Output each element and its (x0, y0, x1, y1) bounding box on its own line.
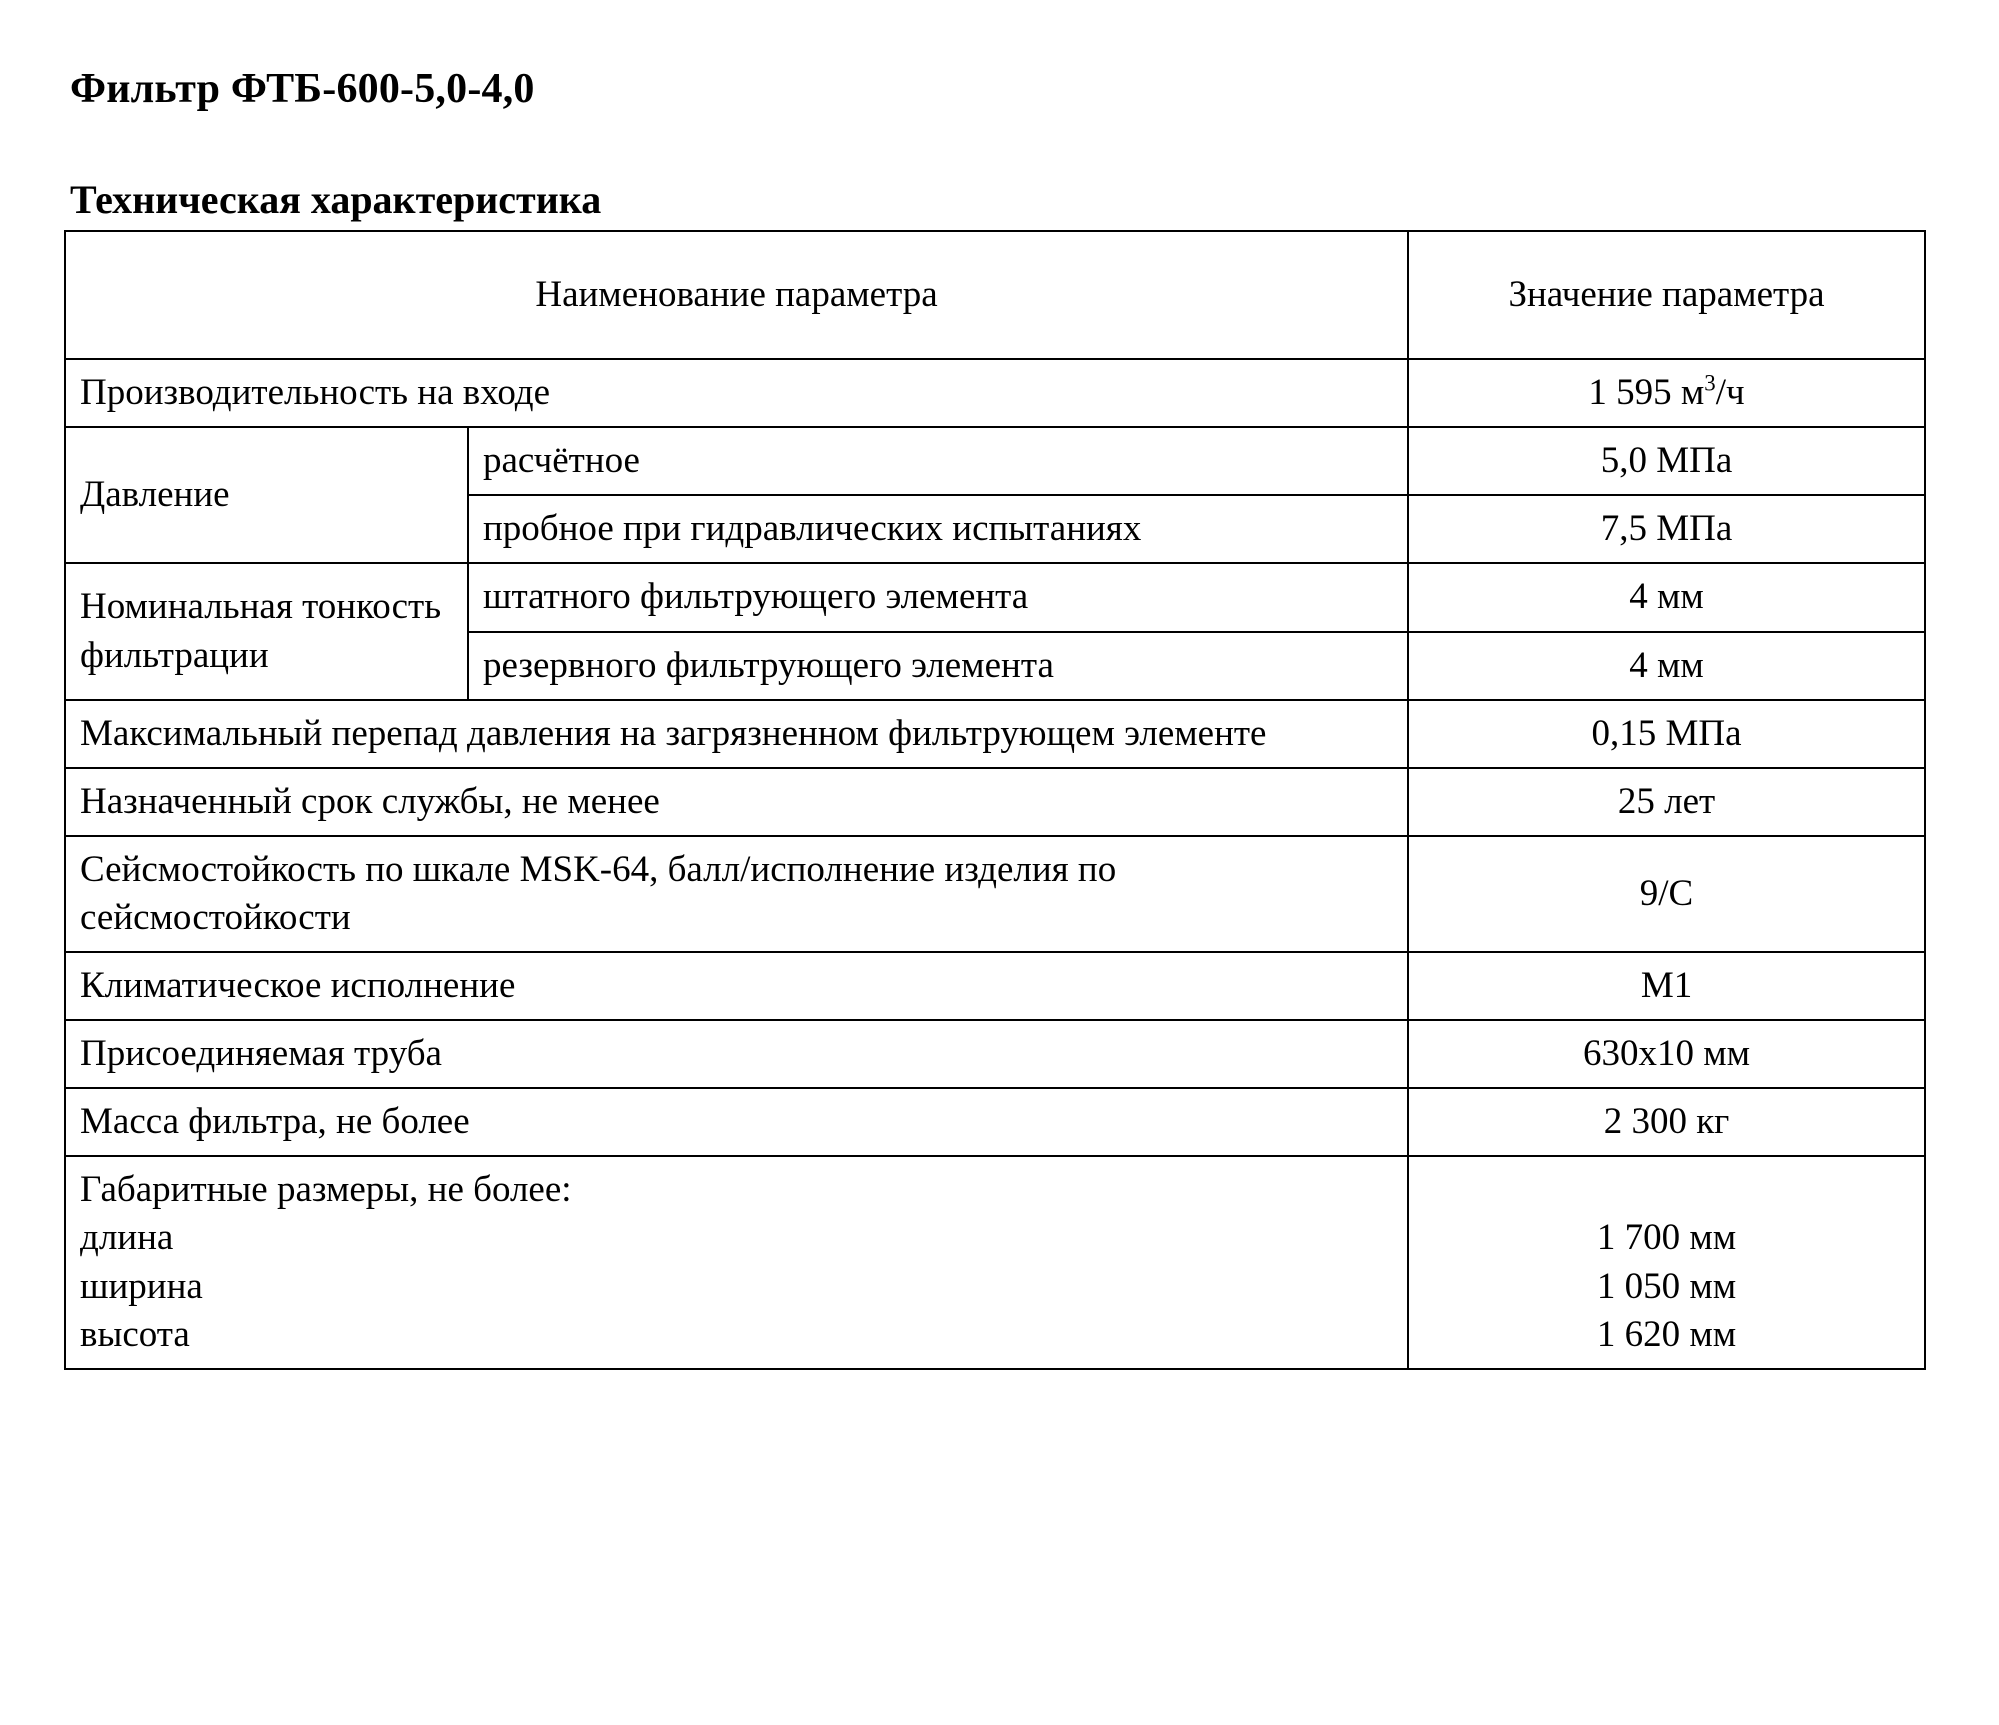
row-label-fineness-group: Номинальная тонкость фильтрации (65, 563, 468, 699)
table-row (65, 563, 1925, 631)
row-sublabel-pressure-test: пробное при гидравлических испытаниях (468, 495, 1408, 563)
capacity-value-tail: /ч (1715, 372, 1745, 414)
row-value-pressure-test: 7,5 МПа (1408, 495, 1925, 563)
row-label-connected-pipe: Присоединяемая труба (65, 1020, 1408, 1088)
row-label-max-pressure-drop: Максимальный перепад давления на загрязненном фильтрующем элементе (65, 700, 1408, 768)
row-value-max-pressure-drop: 0,15 МПа (1408, 700, 1925, 768)
table-row (65, 1156, 1925, 1368)
row-label-climate: Климатическое исполнение (65, 952, 1408, 1020)
row-label-seismic-resistance: Сейсмостойкость по шкале MSK-64, балл/исполнение изделия по сейсмостойкости (65, 836, 1408, 952)
section-heading: Техническая характеристика (70, 177, 602, 223)
row-value-fineness-standard: 4 мм (1408, 563, 1925, 631)
row-label-service-life: Назначенный срок службы, не менее (65, 768, 1408, 836)
row-value-pressure-design: 5,0 МПа (1408, 427, 1925, 495)
table-row (65, 1020, 1925, 1088)
row-sublabel-pressure-design: расчётное (468, 427, 1408, 495)
table-row (65, 427, 1925, 495)
row-label-dimensions (65, 1156, 1408, 1368)
row-value-climate: М1 (1408, 952, 1925, 1020)
dimensions-value-height: 1 620 мм (1596, 1313, 1737, 1355)
table-row (65, 700, 1925, 768)
column-header-value: Значение параметра (1408, 231, 1925, 359)
row-value-fineness-reserve: 4 мм (1408, 632, 1925, 700)
table-row (65, 1088, 1925, 1156)
page-title: Фильтр ФТБ-600-5,0-4,0 (70, 66, 535, 112)
capacity-value-superscript: 3 (1704, 370, 1716, 396)
column-header-parameter: Наименование параметра (65, 231, 1408, 359)
row-label-capacity: Производительность на входе (65, 359, 1408, 427)
row-sublabel-fineness-standard: штатного фильтрующего элемента (468, 563, 1408, 631)
row-sublabel-fineness-reserve: резервного фильтрующего элемента (468, 632, 1408, 700)
dimensions-label-width: ширина (80, 1265, 203, 1307)
dimensions-label-length: длина (80, 1217, 174, 1259)
row-value-service-life: 25 лет (1408, 768, 1925, 836)
capacity-value-number: 1 595 м (1588, 372, 1705, 414)
table-row (65, 836, 1925, 952)
table-row (65, 359, 1925, 427)
table-header-row (65, 231, 1925, 359)
row-value-connected-pipe: 630х10 мм (1408, 1020, 1925, 1088)
dimensions-label-height: высота (80, 1313, 190, 1355)
dimensions-value-width: 1 050 мм (1596, 1265, 1737, 1307)
row-label-mass: Масса фильтра, не более (65, 1088, 1408, 1156)
row-value-seismic-resistance: 9/С (1408, 836, 1925, 952)
dimensions-value-length: 1 700 мм (1596, 1217, 1737, 1259)
table-row (65, 768, 1925, 836)
dimensions-title: Габаритные размеры, не более: (80, 1169, 572, 1211)
technical-specification-table (64, 230, 1926, 1370)
row-value-dimensions (1408, 1156, 1925, 1368)
table-row (65, 952, 1925, 1020)
row-value-mass: 2 300 кг (1408, 1088, 1925, 1156)
row-value-capacity (1408, 359, 1925, 427)
row-label-pressure-group: Давление (65, 427, 468, 563)
